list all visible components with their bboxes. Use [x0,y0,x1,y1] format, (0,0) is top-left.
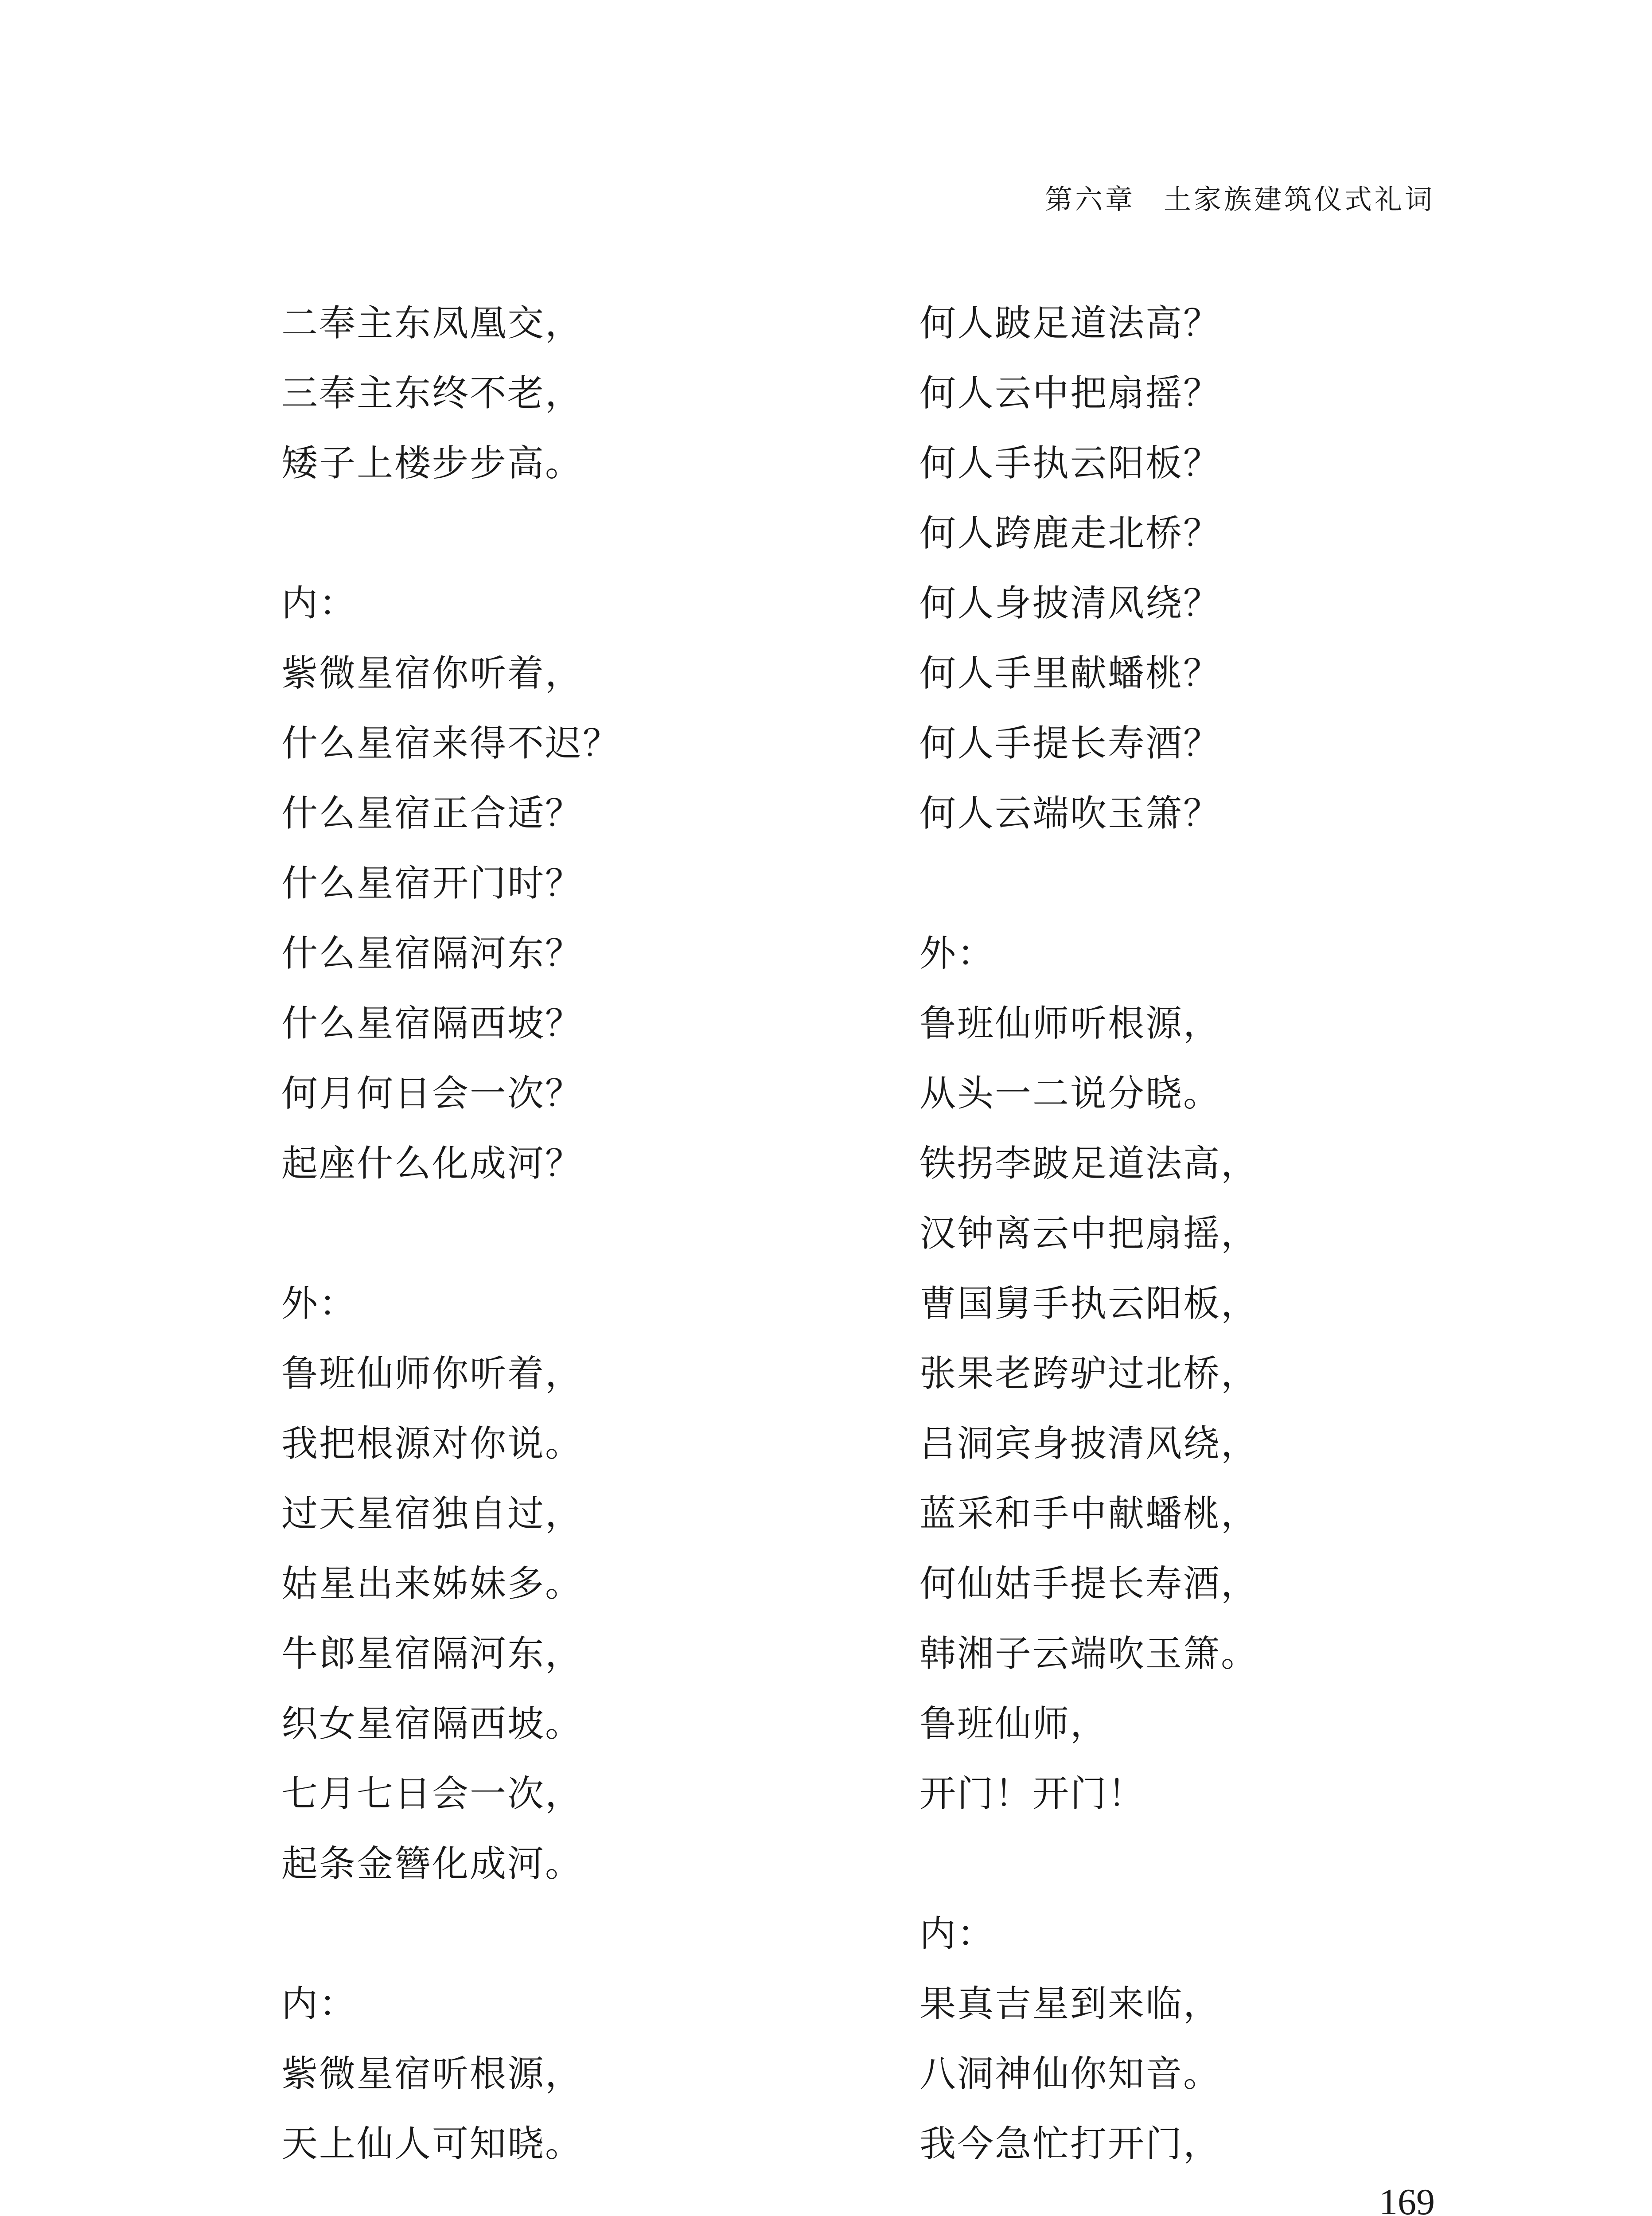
verse-line: 紫微星宿你听着， [281,652,583,694]
verse-line: 何人云端吹玉箫？ [920,792,1221,835]
stanza-break [281,511,813,581]
verse-line: 开门！开门！ [920,1773,1146,1815]
verse-line: 何人手里献蟠桃？ [920,652,1221,694]
verse-line: 天上仙人可知晓。 [281,2123,583,2165]
verse-line: 鲁班仙师， [920,1703,1108,1745]
stanza-break [281,1212,813,1282]
verse-line: 我把根源对你说。 [281,1423,583,1465]
page-number: 169 [1379,2181,1435,2216]
left-text-column [281,301,813,2192]
verse-line: 二奉主东凤凰交， [281,302,583,344]
chapter-number: 第六章 [1044,183,1135,215]
running-header [1045,177,1435,217]
verse-line: 蓝采和手中献蟠桃， [920,1493,1259,1535]
verse-line: 什么星宿隔西坡？ [281,1003,583,1045]
verse-line: 七月七日会一次， [281,1773,583,1815]
verse-line: 织女星宿隔西坡。 [281,1703,583,1745]
verse-line: 什么星宿隔河东？ [281,932,583,975]
verse-line: 何人跛足道法高？ [920,302,1221,344]
verse-line: 从头一二说分晓。 [920,1073,1221,1115]
verse-line: 汉钟离云中把扇摇， [920,1213,1259,1255]
verse-line: 吕洞宾身披清风绕， [920,1423,1259,1465]
verse-line: 何月何日会一次？ [281,1073,583,1115]
verse-line: 过天星宿独自过， [281,1493,583,1535]
verse-line: 什么星宿开门时？ [281,862,583,905]
stanza-break [281,1912,813,1982]
verse-line: 什么星宿来得不迟？ [281,722,621,765]
verse-line: 起条金簪化成河。 [281,1843,583,1885]
verse-line: 内： [920,1913,995,1955]
verse-line: 外： [920,932,995,975]
stanza-break [920,1842,1451,1912]
verse-line: 内： [281,582,357,624]
verse-line: 曹国舅手执云阳板， [920,1283,1259,1325]
verse-line: 姑星出来姊妹多。 [281,1563,583,1605]
verse-line: 紫微星宿听根源， [281,2053,583,2095]
verse-line: 内： [281,1983,357,2025]
right-text-column [920,301,1451,2192]
verse-line: 外： [281,1283,357,1325]
verse-line: 什么星宿正合适？ [281,792,583,835]
chapter-title: 土家族建筑仪式礼词 [1163,183,1435,215]
verse-line: 矮子上楼步步高。 [281,442,583,484]
verse-line: 我今急忙打开门， [920,2123,1221,2165]
verse-line: 鲁班仙师听根源， [920,1003,1221,1045]
verse-line: 三奉主东终不老， [281,372,583,414]
verse-line: 何人身披清风绕？ [920,582,1221,624]
verse-line: 何人手执云阳板？ [920,442,1221,484]
verse-line: 铁拐李跛足道法高， [920,1143,1259,1185]
verse-line: 起座什么化成河？ [281,1143,583,1185]
verse-line: 鲁班仙师你听着， [281,1353,583,1395]
verse-line: 牛郎星宿隔河东， [281,1633,583,1675]
verse-line: 八洞神仙你知音。 [920,2053,1221,2095]
verse-line: 何人跨鹿走北桥？ [920,512,1221,554]
verse-line: 何人手提长寿酒？ [920,722,1221,765]
verse-line: 张果老跨驴过北桥， [920,1353,1259,1395]
verse-line: 何仙姑手提长寿酒， [920,1563,1259,1605]
verse-line: 韩湘子云端吹玉箫。 [920,1633,1259,1675]
stanza-break [920,862,1451,932]
verse-line: 果真吉星到来临， [920,1983,1221,2025]
verse-line: 何人云中把扇摇？ [920,372,1221,414]
